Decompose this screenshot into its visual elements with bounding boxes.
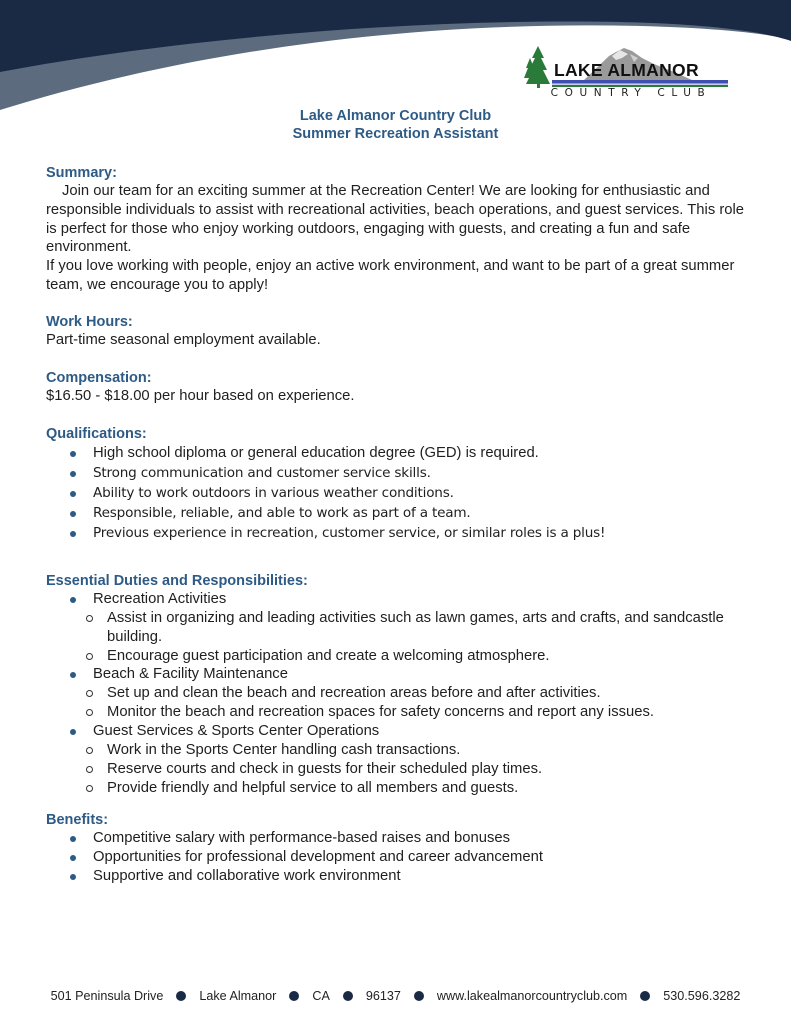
- duty-group: [46, 590, 746, 609]
- separator-dot-icon: [414, 991, 424, 1001]
- benefit-item: Opportunities for professional development and career advancement: [46, 848, 746, 867]
- duty-group-label: Guest Services & Sports Center Operations: [93, 722, 380, 739]
- duty-item: Encourage guest participation and create a welcoming atmosphere.: [46, 647, 746, 666]
- footer-zip: 96137: [365, 989, 401, 1003]
- footer-city: Lake Almanor: [199, 989, 277, 1003]
- summary-heading: Summary:: [46, 165, 117, 181]
- duties-section: [46, 572, 746, 797]
- qualification-item: Ability to work outdoors in various weather conditions.: [46, 483, 746, 503]
- pine-trees-icon: [524, 46, 550, 88]
- qualification-item: Previous experience in recreation, customer service, or similar roles is a plus!: [46, 523, 746, 543]
- circle-bullet-icon: [86, 709, 93, 716]
- duties-list: [46, 722, 746, 741]
- bullet-icon: [70, 729, 76, 735]
- bullet-icon: [70, 836, 76, 842]
- separator-dot-icon: [640, 991, 650, 1001]
- duties-list: [46, 665, 746, 684]
- footer-contact-bar: [0, 989, 791, 1003]
- duty-item: Set up and clean the beach and recreation areas before and after activities.: [46, 684, 746, 703]
- footer-address: 501 Peninsula Drive: [50, 989, 164, 1003]
- bullet-icon: [70, 874, 76, 880]
- bullet-icon: [70, 511, 76, 517]
- qualification-item: Strong communication and customer service skills.: [46, 463, 746, 483]
- duty-sub-list: [46, 684, 746, 722]
- document-title-club: Lake Almanor Country Club: [299, 108, 492, 124]
- duty-item: Provide friendly and helpful service to all members and guests.: [46, 779, 746, 798]
- duty-sub-list: [46, 741, 746, 797]
- bullet-icon: [70, 451, 76, 457]
- circle-bullet-icon: [86, 766, 93, 773]
- logo-subtitle: COUNTRY CLUB: [550, 87, 712, 99]
- circle-bullet-icon: [86, 785, 93, 792]
- lake-waves-icon: [552, 80, 728, 87]
- duty-item: Assist in organizing and leading activities such as lawn games, arts and crafts, and sandcastle building.: [46, 609, 746, 647]
- circle-bullet-icon: [86, 615, 93, 622]
- benefits-list: [46, 829, 746, 886]
- benefits-section: [46, 811, 746, 886]
- duty-item: Work in the Sports Center handling cash transactions.: [46, 741, 746, 760]
- duty-group-label: Beach & Facility Maintenance: [93, 666, 288, 683]
- benefit-item: Supportive and collaborative work environment: [46, 867, 746, 886]
- separator-dot-icon: [289, 991, 299, 1001]
- bullet-icon: [70, 672, 76, 678]
- duties-heading: Essential Duties and Responsibilities:: [46, 573, 308, 589]
- duty-group: [46, 722, 746, 741]
- qualification-item: Responsible, reliable, and able to work as part of a team.: [46, 503, 746, 523]
- benefit-item: Competitive salary with performance-based raises and bonuses: [46, 829, 746, 848]
- work-hours-text: Part-time seasonal employment available.: [46, 332, 321, 348]
- summary-section: [46, 164, 746, 295]
- summary-paragraph-1: Join our team for an exciting summer at the Recreation Center! We are looking for enthusiastic and responsible individuals to assist with recreational activities, beach operations, and guest services. This role is perfect for those who enjoy working outdoors, engaging with guests, and creating a fun and safe environment.: [46, 183, 745, 256]
- duty-sub-list: [46, 609, 746, 665]
- logo-title: LAKE ALMANOR: [554, 60, 699, 80]
- footer-website-link[interactable]: www.lakealmanorcountryclub.com: [436, 989, 628, 1003]
- duty-item: Reserve courts and check in guests for their scheduled play times.: [46, 760, 746, 779]
- circle-bullet-icon: [86, 747, 93, 754]
- document-title-position: Summer Recreation Assistant: [292, 126, 499, 142]
- qualifications-list: [46, 443, 746, 543]
- bullet-icon: [70, 531, 76, 537]
- benefits-heading: Benefits:: [46, 812, 109, 828]
- duty-group-label: Recreation Activities: [93, 591, 227, 607]
- qualifications-heading: Qualifications:: [46, 426, 147, 442]
- compensation-section: [46, 369, 746, 406]
- bullet-icon: [70, 471, 76, 477]
- work-hours-heading: Work Hours:: [46, 314, 133, 330]
- separator-dot-icon: [176, 991, 186, 1001]
- duty-item: Monitor the beach and recreation spaces for safety concerns and report any issues.: [46, 703, 746, 722]
- compensation-heading: Compensation:: [46, 370, 152, 386]
- bullet-icon: [70, 855, 76, 861]
- work-hours-section: [46, 313, 746, 350]
- footer-phone[interactable]: 530.596.3282: [663, 989, 741, 1003]
- club-logo: [524, 42, 730, 102]
- circle-bullet-icon: [86, 690, 93, 697]
- qualifications-section: [46, 425, 746, 543]
- summary-paragraph-2: If you love working with people, enjoy an active work environment, and want to be part of a great summer team, we encourage you to apply!: [46, 258, 735, 293]
- qualification-item: High school diploma or general education degree (GED) is required.: [46, 443, 746, 463]
- compensation-text: $16.50 - $18.00 per hour based on experience.: [46, 388, 355, 404]
- duties-list: [46, 590, 746, 609]
- footer-state: CA: [312, 989, 330, 1003]
- circle-bullet-icon: [86, 653, 93, 660]
- bullet-icon: [70, 597, 76, 603]
- bullet-icon: [70, 491, 76, 497]
- separator-dot-icon: [343, 991, 353, 1001]
- duty-group: [46, 665, 746, 684]
